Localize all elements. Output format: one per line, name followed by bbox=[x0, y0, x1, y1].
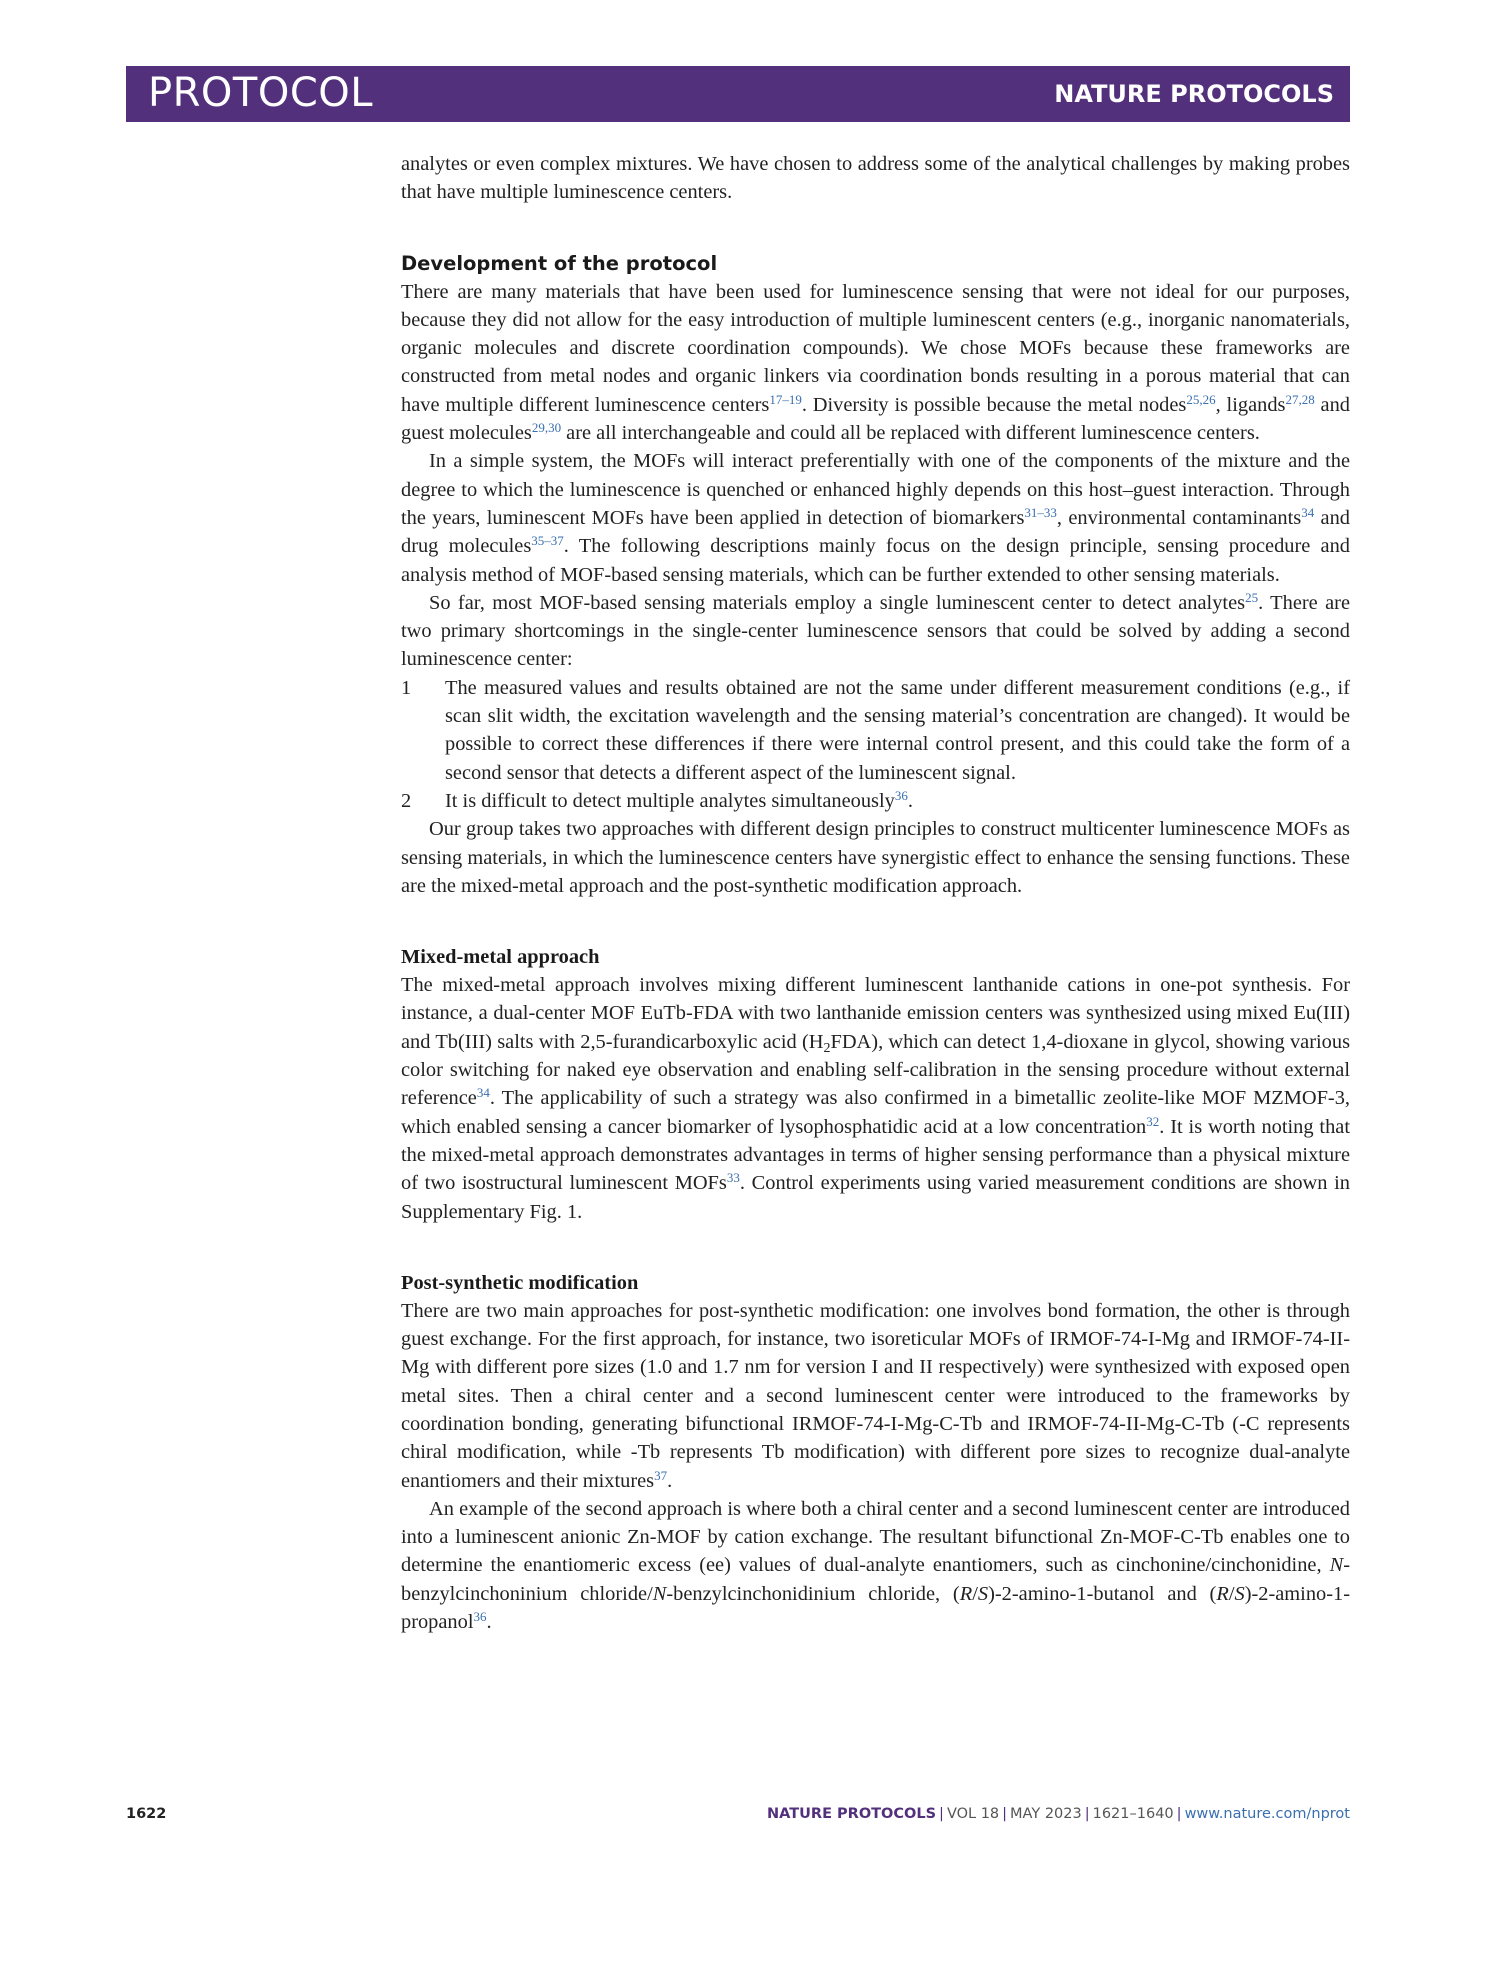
intro-paragraph: analytes or even complex mixtures. We have chosen to address some of the analytical challenges by making probes that have multiple luminescence centers. bbox=[401, 153, 1350, 204]
citation-link[interactable]: 33 bbox=[726, 1170, 740, 1186]
page-footer bbox=[0, 1800, 1489, 1828]
heading-development: Development of the protocol bbox=[401, 251, 718, 275]
citation-link[interactable]: 17–19 bbox=[769, 391, 802, 407]
list-number: 2 bbox=[401, 789, 412, 812]
citation-link[interactable]: 31–33 bbox=[1024, 504, 1057, 520]
list-item: 2 It is difficult to detect multiple analytes simultaneously$^{36}$. bbox=[401, 787, 1350, 815]
post-synthetic-paragraph-1: There are two main approaches for post-synthetic modification: one involves bond formation, the other is through guest exchange. For the first approach, for instance, two isoreticular MOFs of IRMOF-74-I-Mg and IRMOF-74-II-Mg with different pore sizes (1.0 and 1.7 nm for version I and II respectively) were synthesized with exposed open metal sites. Then a chiral center and a second luminescent center were introduced to the frameworks by coordination bonding, generating bifunctional IRMOF-74-I-Mg-C-Tb and IRMOF-74-II-Mg-C-Tb (-C represents chiral modification, while -Tb represents Tb modification) with different pore sizes to recognize dual-analyte enantiomers and their mixtures$^{37}$. bbox=[401, 1299, 1350, 1492]
development-paragraph-2: In a simple system, the MOFs will interact preferentially with one of the components of the mixture and the degree to which the luminescence is quenched or enhanced highly depends on this host–guest interaction. Through the years, luminescent MOFs have been applied in detection of biomarkers$^{31-33}$, environmental contaminants$^{34}$ and drug molecules$^{35-37}$. The following descriptions mainly focus on the design principle, sensing procedure and analysis method of MOF-based sensing materials, which can be further extended to other sensing materials. bbox=[401, 450, 1350, 586]
citation-link[interactable]: 27,28 bbox=[1285, 391, 1315, 407]
citation-link[interactable]: 37 bbox=[654, 1467, 668, 1483]
page-number: 1622 bbox=[126, 1806, 167, 1822]
list-number: 1 bbox=[401, 676, 412, 699]
citation-link[interactable]: 34 bbox=[1301, 504, 1315, 520]
header-bar bbox=[126, 66, 1350, 122]
development-paragraph-4: Our group takes two approaches with different design principles to construct multicenter luminescence MOFs as sensing materials, in which the luminescence centers have synergistic effect to enhance the sensing functions. These are the mixed-metal approach and the post-synthetic modification approach. bbox=[401, 818, 1350, 897]
post-synthetic-paragraph-2: An example of the second approach is where both a chiral center and a second luminescent center are introduced into a luminescent anionic Zn-MOF by cation exchange. The resultant bifunctional Zn-MOF-C-Tb enables one to determine the enantiomeric excess (ee) values of dual-analyte enantiomers, such as cinchonine/cinchonidine, N-benzylcinchoninium chloride/N-benzylcinchonidinium chloride, (R/S)-2-amino-1-butanol and (R/S)-2-amino-1-propanol$^{36}$. bbox=[401, 1497, 1350, 1634]
mixed-metal-paragraph: The mixed-metal approach involves mixing different luminescent lanthanide cations in one-pot synthesis. For instance, a dual-center MOF EuTb-FDA with two lanthanide emission centers was synthesized using mixed Eu(III) and Tb(III) salts with 2,5-furandicarboxylic acid $(H_2FDA)$, which can detect 1,4-dioxane in glycol, showing various color switching for naked eye observation and enabling self-calibration in the sensing procedure without external reference$^{34}$. The applicability of such a strategy was also confirmed in a bimetallic zeolite-like MOF MZMOF-3, which enabled sensing a cancer biomarker of lysophosphatidic acid at a low concentration$^{32}$. It is worth noting that the mixed-metal approach demonstrates advantages in terms of higher sensing performance than a physical mixture of two isostructural luminescent MOFs$^{33}$. Control experiments using varied measurement conditions are shown in Supplementary Fig. 1. bbox=[401, 974, 1351, 1223]
footer-journal-name: NATURE PROTOCOLS bbox=[767, 1806, 937, 1822]
heading-mixed-metal: Mixed-metal approach bbox=[401, 946, 600, 969]
article-body bbox=[401, 150, 1350, 1636]
journal-title: NATURE PROTOCOLS bbox=[1054, 80, 1334, 108]
citation-link[interactable]: 29,30 bbox=[531, 420, 562, 436]
citation-link[interactable]: 25 bbox=[1245, 589, 1259, 605]
footer-volume: VOL 18 bbox=[946, 1806, 1000, 1822]
citation-link[interactable]: 25,26 bbox=[1186, 391, 1216, 407]
citation-link[interactable]: 36 bbox=[894, 787, 908, 803]
citation-link[interactable]: 35–37 bbox=[531, 533, 564, 549]
journal-info: NATURE PROTOCOLS | VOL 18 | MAY 2023 | 1621–1640 | www.nature.com/nprot bbox=[767, 1806, 1350, 1822]
citation-link[interactable]: 36 bbox=[473, 1609, 487, 1625]
footer-url-link[interactable]: www.nature.com/nprot bbox=[1184, 1806, 1350, 1822]
citation-link[interactable]: 34 bbox=[476, 1085, 490, 1101]
development-paragraph-3: So far, most MOF-based sensing materials employ a single luminescent center to detect analytes$^{25}$. There are two primary shortcomings in the single-center luminescence sensors that could be solved by adding a second luminescence center: bbox=[401, 589, 1350, 671]
list-item: 1 The measured values and results obtained are not the same under different measurement conditions (e.g., if scan slit width, the excitation wavelength and the sensing material’s concentration are changed). It would be possible to correct these differences if there were internal control present, and this could take the form of a second sensor that detects a different aspect of the luminescent signal. bbox=[401, 674, 1350, 787]
development-paragraph-1: There are many materials that have been used for luminescence sensing that were not ideal for our purposes, because they did not allow for the easy introduction of multiple luminescent centers (e.g., inorganic nanomaterials, organic molecules and discrete coordination compounds). We chose MOFs because these frameworks are constructed from metal nodes and organic linkers via coordination bonds resulting in a porous material that can have multiple different luminescence centers$^{17-19}$. Diversity is possible because the metal nodes$^{25,26}$, ligands$^{27,28}$ and guest molecules$^{29,30}$ are all interchangeable and could all be replaced with different luminescence centers. bbox=[401, 280, 1350, 445]
footer-date: MAY 2023 bbox=[1010, 1806, 1082, 1822]
citation-link[interactable]: 32 bbox=[1146, 1113, 1160, 1129]
heading-post-synthetic: Post-synthetic modification bbox=[401, 1271, 639, 1294]
section-label: PROTOCOL bbox=[148, 70, 374, 116]
footer-pages: 1621–1640 bbox=[1092, 1806, 1174, 1822]
